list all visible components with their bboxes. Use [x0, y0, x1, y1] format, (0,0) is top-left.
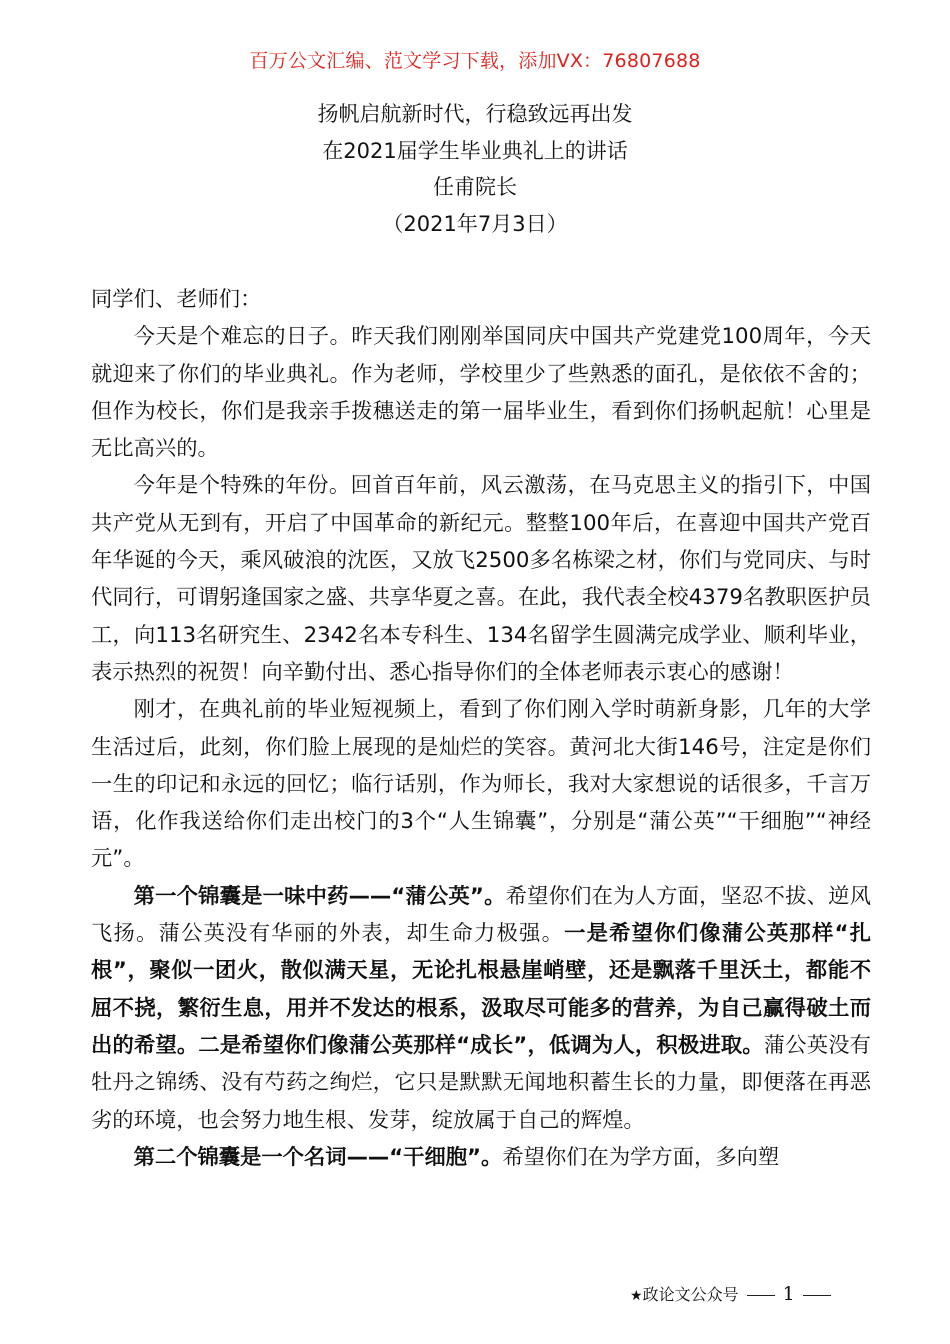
speech-body: [91, 281, 871, 1176]
speaker-name: 任甫院长: [433, 175, 517, 199]
paragraph-5: [91, 1139, 871, 1176]
title-block: [0, 96, 950, 242]
paragraph-4-heading: 第一个锦囊是一味中药——“蒲公英”。: [133, 883, 506, 909]
paragraph-3: 刚才，在典礼前的毕业短视频上，看到了你们刚入学时萌新身影，几年的大学生活过后，此刻，你们脸上展现的是灿烂的笑容。黄河北大街146号，注定是你们一生的印记和永远的回忆；临行话别，作为师长，我对大家想说的话很多，千言万语，化作我送给你们走出校门的3个“人生锦囊”，分别是“蒲公英”“干细胞”“神经元”。: [91, 697, 871, 872]
title-main: 扬帆启航新时代，行稳致远再出发: [317, 102, 633, 126]
paragraph-4: [91, 878, 871, 1139]
footer-dash-right: [803, 1295, 831, 1296]
promo-banner: 百万公文汇编、范文学习下载，添加VX：76807688: [249, 50, 701, 72]
paragraph-1: 今天是个难忘的日子。昨天我们刚刚举国同庆中国共产党建党100周年，今天就迎来了你们的毕业典礼。作为老师，学校里少了些熟悉的面孔，是依依不舍的；但作为校长，你们是我亲手拨穗送走的第一届毕业生，看到你们扬帆起航！心里是无比高兴的。: [91, 324, 871, 462]
paragraph-5-text: 希望你们在为学方面，多向塑: [502, 1144, 780, 1170]
footer-dash-left: [747, 1295, 775, 1296]
speech-date: （2021年7月3日）: [382, 211, 568, 236]
paragraph-4-text-2: 蒲公英没有牡丹之锦绣、没有芍药之绚烂，它只是默默无闻地积蓄生长的力量，即便落在再恶劣的环境，也会努力地生根、发芽，绽放属于自己的辉煌。: [91, 1032, 871, 1133]
page-footer: [630, 1282, 839, 1305]
paragraph-4-bold: 一是希望你们像蒲公英那样“扎根”，聚似一团火，散似满天星，无论扎根悬崖峭壁，还是飘落千里沃土，都能不屈不挠，繁衍生息，用并不发达的根系，汲取尽可能多的营养，为自己赢得破土而出的希望。二是希望你们像蒲公英那样“成长”，低调为人，积极进取。: [91, 921, 871, 1058]
footer-label: 政论文公众号: [642, 1285, 739, 1304]
paragraph-2: 今年是个特殊的年份。回首百年前，风云激荡，在马克思主义的指引下，中国共产党从无到有，开启了中国革命的新纪元。整整100年后，在喜迎中国共产党百年华诞的今天，乘风破浪的沈医，又放飞2500多名栋梁之材，你们与党同庆、与时代同行，可谓躬逢国家之盛、共享华夏之喜。在此，我代表全校4379名教职医护员工，向113名研究生、2342名本专科生、134名留学生圆满完成学业、顺利毕业，表示热烈的祝贺！向辛勤付出、悉心指导你们的全体老师表示衷心的感谢！: [91, 473, 871, 685]
paragraph-4-text-1: 希望你们在为人方面，坚忍不拔、逆风飞扬。蒲公英没有华丽的外表，却生命力极强。: [91, 883, 871, 947]
paragraph-5-heading: 第二个锦囊是一个名词——“干细胞”。: [133, 1144, 503, 1170]
salutation: 同学们、老师们：: [91, 287, 262, 312]
page-number: 1: [782, 1283, 795, 1305]
star-icon: ★: [630, 1288, 643, 1304]
title-subtitle: 在2021届学生毕业典礼上的讲话: [322, 138, 628, 163]
